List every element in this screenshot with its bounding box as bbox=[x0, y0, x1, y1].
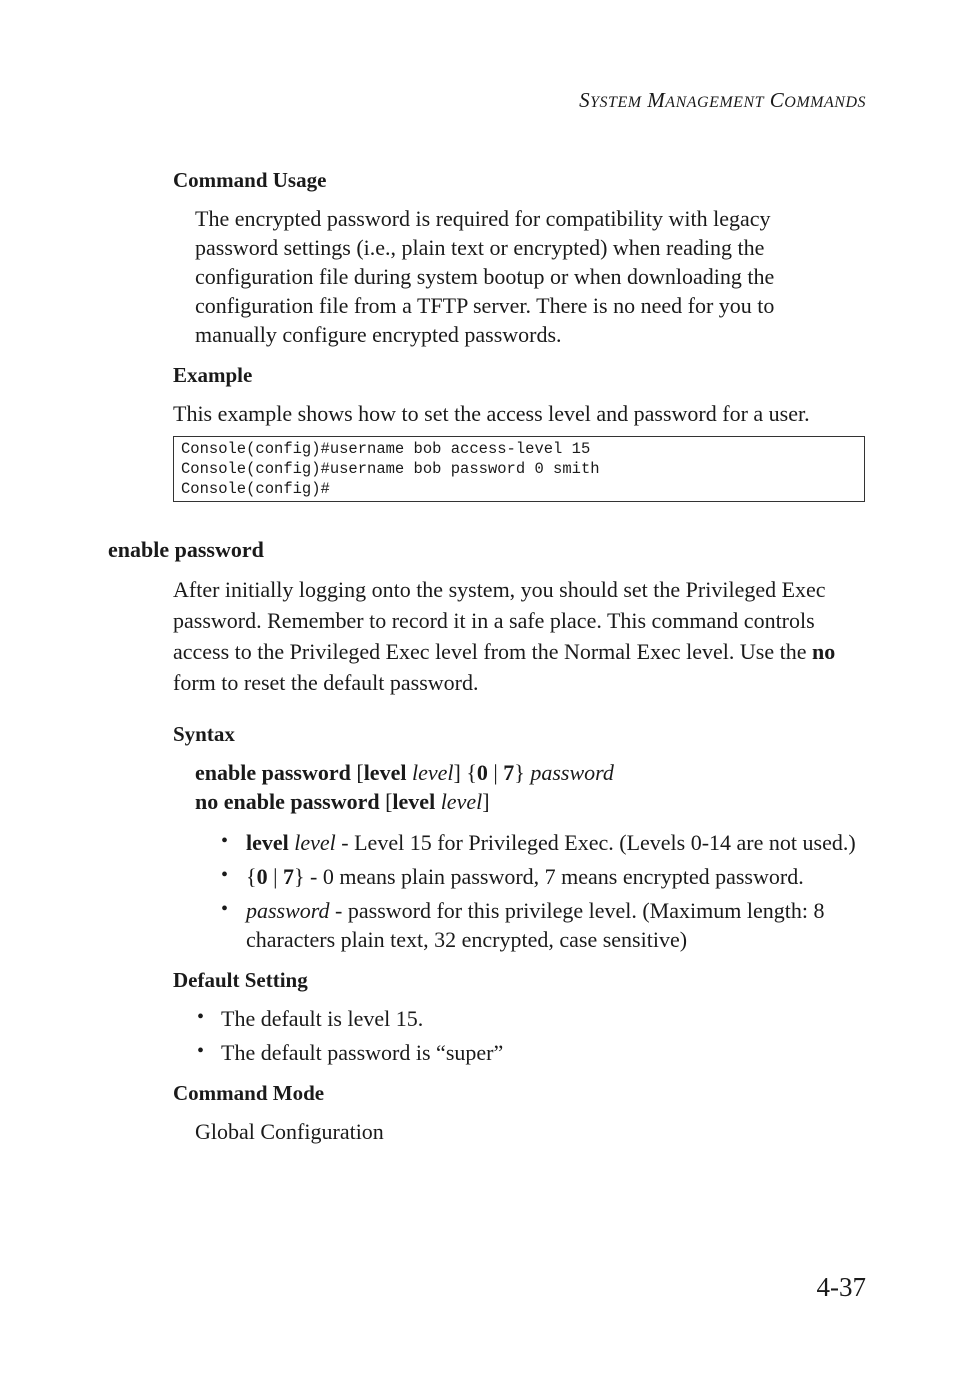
code-line: Console(config)#username bob access-level 15 bbox=[181, 440, 591, 458]
default-item: The default password is “super” bbox=[221, 1040, 504, 1065]
bullet-icon: • bbox=[197, 1040, 205, 1062]
example-intro: This example shows how to set the access level and password for a user. bbox=[173, 401, 810, 426]
enable-password-description: After initially logging onto the system, you should set the Privileged Exec password. Remember to record it in a safe place. This command controls access to the Privileged Exec level from the Normal Exec level. Use the no form to reset the default password. bbox=[173, 577, 836, 695]
code-example-box bbox=[173, 436, 865, 502]
syntax-line-no-enable: no enable password [level level] bbox=[195, 789, 490, 814]
section-title: enable password bbox=[108, 537, 264, 562]
syntax-bullet-0-7: {0 | 7} - 0 means plain password, 7 means encrypted password. bbox=[246, 864, 804, 889]
syntax-heading: Syntax bbox=[173, 722, 235, 746]
command-usage-text: The encrypted password is required for compatibility with legacy password settings (i.e., plain text or encrypted) when reading the configuration file during system bootup or when downloading the configuration file from a TFTP server. There is no need for you to manually configure encrypted passwords. bbox=[195, 206, 775, 347]
code-line: Console(config)# bbox=[181, 480, 330, 498]
default-setting-heading: Default Setting bbox=[173, 968, 308, 992]
default-item: The default is level 15. bbox=[221, 1006, 424, 1031]
example-heading: Example bbox=[173, 363, 253, 387]
bullet-icon: • bbox=[221, 898, 229, 920]
code-line: Console(config)#username bob password 0 smith bbox=[181, 460, 600, 478]
running-head: SYSTEM MANAGEMENT COMMANDS bbox=[579, 88, 866, 112]
syntax-bullet-level: level level - Level 15 for Privileged Exec. (Levels 0-14 are not used.) bbox=[246, 830, 856, 855]
command-usage-heading: Command Usage bbox=[173, 168, 327, 192]
bullet-icon: • bbox=[221, 864, 229, 886]
command-mode-value: Global Configuration bbox=[195, 1119, 384, 1144]
command-mode-heading: Command Mode bbox=[173, 1081, 325, 1105]
syntax-line-enable: enable password [level level] {0 | 7} password bbox=[195, 760, 614, 785]
page-number: 4-37 bbox=[816, 1272, 866, 1302]
bullet-icon: • bbox=[221, 830, 229, 852]
bullet-icon: • bbox=[197, 1006, 205, 1028]
syntax-bullet-password: password - password for this privilege level. (Maximum length: 8 characters plain text, 32 encrypted, case sensitive) bbox=[246, 898, 825, 952]
